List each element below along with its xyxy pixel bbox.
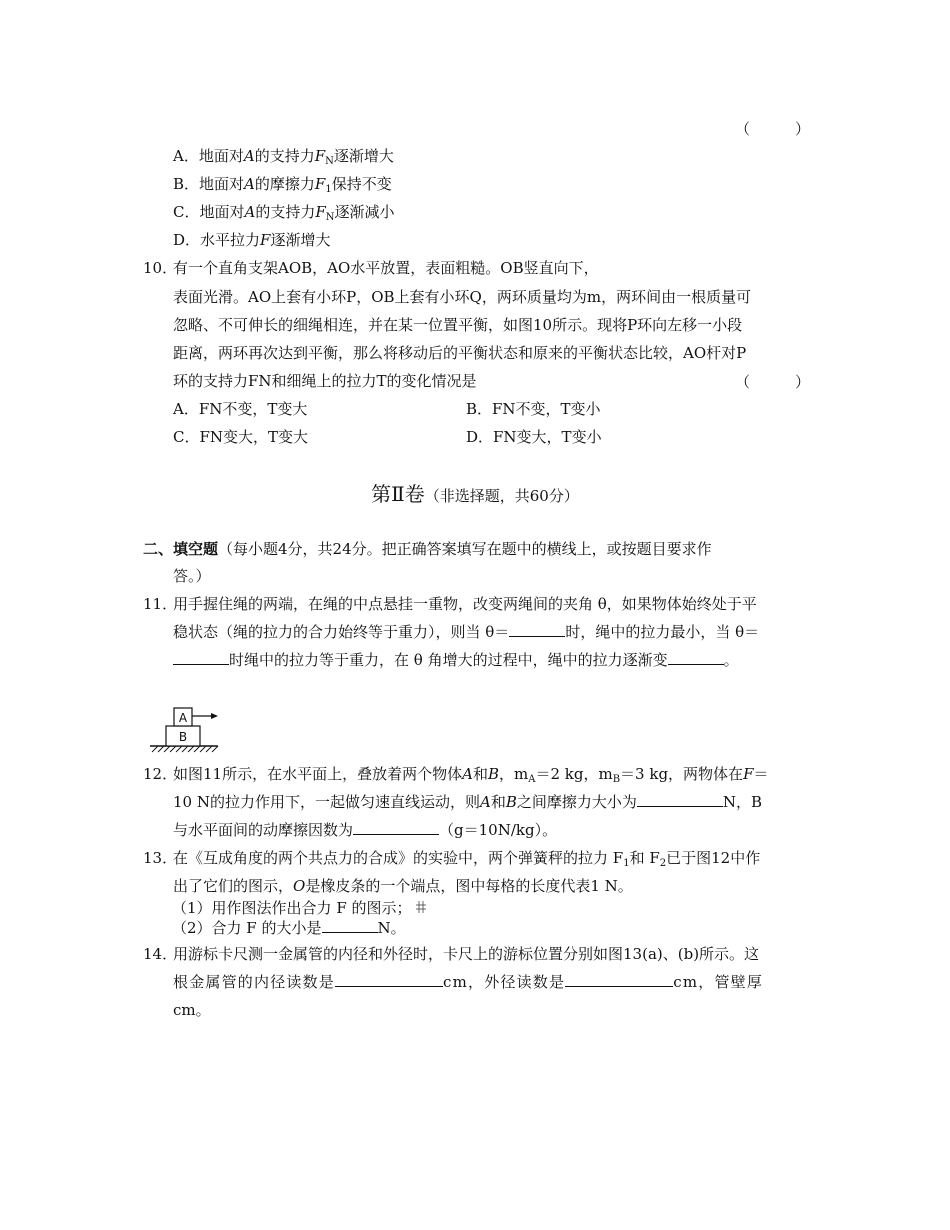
q9-option-a-var: A <box>243 147 255 165</box>
q10-line-3: 忽略、不可伸长的细绳相连，并在某一位置平衡，如图10所示。现将P环向左移一小段 <box>173 316 743 334</box>
q10-option-a: A．FN不变，T变大 <box>173 400 308 418</box>
q12-text-4: 之间摩擦力大小为 <box>516 793 637 811</box>
q12-blank-1[interactable] <box>637 792 723 807</box>
q12-sub-b: B <box>612 774 621 785</box>
q10-option-d: D．FN变大，T变小 <box>466 428 602 446</box>
q10-line-4: 距离，两环再次达到平衡，那么将移动后的平衡状态和原来的平衡状态比较，AO杆对P <box>173 344 747 362</box>
q13-sub-question-2 <box>172 918 406 938</box>
q11-blank-2[interactable] <box>173 650 229 665</box>
q13-text-5: 是橡皮条的一个端点，图中每格的长度代表1 N。 <box>305 877 633 895</box>
q12-equals: ＝ <box>753 765 769 783</box>
q11-line-3-end: 。 <box>723 651 739 669</box>
q12-blank-2[interactable] <box>353 820 439 835</box>
q9-option-d <box>173 230 330 250</box>
q13-text-1: 在《互成角度的两个共点力的合成》的实验中，两个弹簧秤的拉力 F <box>173 849 624 867</box>
q12-line-1 <box>173 764 769 784</box>
q14-text-3: cm，管壁厚 <box>673 973 764 991</box>
q13-blank-1[interactable] <box>322 918 378 933</box>
q9-option-b-text: B．地面对 <box>173 175 245 193</box>
fig11-label-a: A <box>178 711 188 725</box>
q9-option-c-post: 逐渐减小 <box>334 203 395 221</box>
q10-line-1: 有一个直角支架AOB，AO水平放置，表面粗糙。OB竖直向下， <box>173 259 599 277</box>
q13-sub-question-2-text: （2）合力 F 的大小是 <box>172 919 322 937</box>
q9-option-c-sub: N <box>325 212 335 223</box>
q9-option-a-mid: 的支持力 <box>254 147 315 165</box>
q14-text-1: 根金属管的内径读数是 <box>173 973 336 991</box>
q9-option-d-text: D．水平拉力 <box>173 231 261 249</box>
q11-line-3-text: 时绳中的拉力等于重力，在 θ 角增大的过程中，绳中的拉力逐渐变 <box>229 651 668 669</box>
q14-line-1: 用游标卡尺测一金属管的内径和外径时，卡尺上的游标位置分别如图13(a)、(b)所示。这 <box>173 945 760 963</box>
q12-text-5: N，B <box>722 793 763 811</box>
q14-blank-1[interactable] <box>335 972 443 987</box>
q9-option-b <box>173 174 392 194</box>
q9-answer-paren: （ ） <box>735 120 811 138</box>
q9-option-a-post: 逐渐增大 <box>333 147 394 165</box>
q12-line-2 <box>173 792 762 812</box>
part2-instructions-cont: 答。） <box>173 567 211 585</box>
q9-option-b-var: A <box>244 175 255 193</box>
q13-var-o: O <box>293 877 306 895</box>
q9-option-c-var: A <box>244 203 256 221</box>
q13-line-2 <box>173 876 633 896</box>
q12-sub-a: A <box>528 774 536 785</box>
q11-line-2-cont: 时，绳中的拉力最小，当 θ＝ <box>565 623 760 641</box>
q12-number: 12． <box>143 765 178 783</box>
q13-text-4: 出了它们的图示， <box>173 877 294 895</box>
q13-sub-question-1-text: （1）用作图法作出合力 F 的图示； <box>172 899 412 917</box>
q12-text-6: 与水平面间的动摩擦因数为 <box>173 821 354 839</box>
q12-text-1: 如图11所示，在水平面上，叠放着两个物体 <box>173 765 463 783</box>
q9-option-a-force: F <box>314 147 326 165</box>
q11-line-3 <box>173 650 739 670</box>
q9-option-b-sub: 1 <box>325 184 332 195</box>
q12-var-b2: B <box>505 793 517 811</box>
q11-number: 11． <box>143 595 178 613</box>
q11-blank-3[interactable] <box>668 650 724 665</box>
q10-option-c: C．FN变大，T变大 <box>173 428 309 446</box>
q9-option-c <box>173 202 395 222</box>
q9-option-b-post: 保持不变 <box>331 175 392 193</box>
q12-mass-a: ，m <box>498 765 529 783</box>
q14-number: 14． <box>143 945 178 963</box>
q13-sub-question-1 <box>172 898 426 918</box>
q11-line-2 <box>173 622 759 642</box>
q9-option-d-force: F <box>260 231 271 249</box>
q12-text-and2: 和 <box>490 793 506 811</box>
section-title-sub: （非选择题，共60分） <box>424 487 579 505</box>
q10-answer-paren: （ ） <box>735 373 811 391</box>
q12-var-a2: A <box>479 793 491 811</box>
q12-var-f: F <box>743 765 754 783</box>
q9-option-b-force: F <box>314 175 326 193</box>
fig11-ground-hatch <box>152 746 218 752</box>
part2-instructions: （每小题4分，共24分。把正确答案填写在题中的横线上，或按题目要求作 <box>218 540 712 558</box>
q14-line-3: cm。 <box>173 1001 211 1019</box>
q12-text-2: ＝3 kg，两物体在 <box>620 765 744 783</box>
q13-sub-question-2-unit: N。 <box>377 919 406 937</box>
q13-text-3: 已于图12中作 <box>666 849 761 867</box>
q12-var-b: B <box>487 765 499 783</box>
q12-var-a: A <box>462 765 473 783</box>
section-title-main: 第Ⅱ卷 <box>371 482 425 506</box>
q10-line-5: 环的支持力FN和细绳上的拉力T的变化情况是 <box>173 372 477 390</box>
q11-blank-1[interactable] <box>509 622 565 637</box>
q14-line-2 <box>173 972 763 992</box>
q9-option-a <box>173 146 394 166</box>
q14-blank-2[interactable] <box>565 972 673 987</box>
q12-line-3 <box>173 820 557 840</box>
q9-option-a-sub: N <box>325 156 334 167</box>
q13-number: 13． <box>143 849 178 867</box>
q9-option-c-mid: 的支持力 <box>255 203 316 221</box>
q10-line-2: 表面光滑。AO上套有小环P，OB上套有小环Q，两环质量均为m，两环间由一根质量可 <box>173 288 752 306</box>
q9-option-c-force: F <box>315 203 326 221</box>
q9-option-b-mid: 的摩擦力 <box>254 175 315 193</box>
grid-icon <box>416 900 426 914</box>
q13-sub-2: 2 <box>659 858 667 869</box>
q9-option-d-post: 逐渐增大 <box>270 231 331 249</box>
q11-line-2-text: 稳状态（绳的拉力的合力始终等于重力），则当 θ＝ <box>173 623 510 641</box>
q11-line-1: 用手握住绳的两端，在绳的中点悬挂一重物，改变两绳间的夹角 θ，如果物体始终处于平 <box>173 595 757 613</box>
fig11-arrow-head <box>211 713 218 719</box>
part2-heading-line <box>143 538 712 559</box>
fig11-label-b: B <box>178 730 188 744</box>
q10-option-b: B．FN不变，T变小 <box>466 400 601 418</box>
q9-option-a-text: A．地面对 <box>173 147 244 165</box>
q12-mass-b: ＝2 kg，m <box>535 765 613 783</box>
q12-text-7: （g＝10N/kg）。 <box>439 821 558 839</box>
q9-option-c-text: C．地面对 <box>173 203 245 221</box>
q12-text-and: 和 <box>472 765 488 783</box>
q14-text-2: cm，外径读数是 <box>443 973 566 991</box>
figure-11-blocks <box>148 702 224 754</box>
q13-text-2: 和 F <box>629 849 660 867</box>
q12-text-3: 10 N的拉力作用下，一起做匀速直线运动，则 <box>173 793 480 811</box>
q13-line-1 <box>173 848 760 868</box>
section-title <box>0 478 950 507</box>
part2-heading: 二、填空题 <box>143 540 219 558</box>
q13-sub-1: 1 <box>623 858 630 869</box>
q10-number: 10． <box>143 259 178 277</box>
